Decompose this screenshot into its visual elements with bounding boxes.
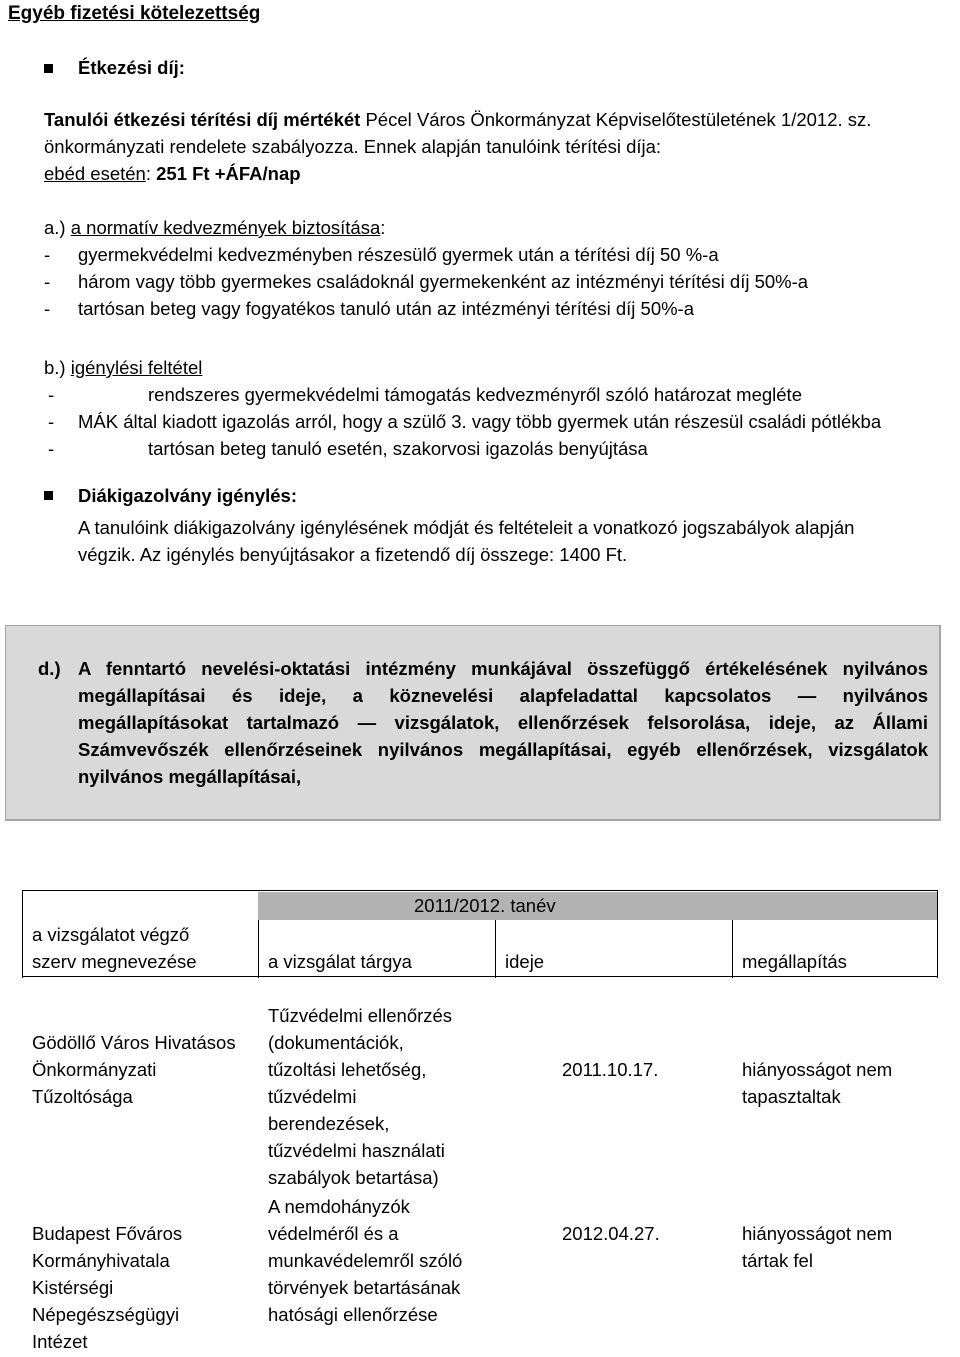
table-border-right [937, 890, 938, 978]
cell-line: tártak fel [742, 1250, 813, 1271]
cell-line: Kormányhivatala [32, 1250, 170, 1271]
list-item-text: MÁK által kiadott igazolás arról, hogy a szülő 3. vagy több gyermek után részesül családi pótlékba [78, 411, 882, 432]
table-border-left [22, 890, 23, 978]
header-szerv-line: szerv megnevezése [32, 951, 197, 972]
cell-line: Budapest Főváros [32, 1223, 183, 1244]
list-item: - gyermekvédelmi kedvezményben részesülő gyermek után a térítési díj 50 %-a [44, 241, 934, 268]
cell-line: hiányosságot nem [742, 1223, 893, 1244]
cell-line: Intézet [32, 1331, 88, 1352]
diak-line-1: A tanulóink diákigazolvány igénylésének módját és feltételeit a vonatkozó jogszabályok alapján [78, 517, 855, 538]
list-item: - három vagy több gyermekes családoknál gyermekenként az intézményi térítési díj 50%-a [44, 268, 934, 295]
cell-line: Népegészségügyi [32, 1304, 180, 1325]
section-b-title: igénylési feltétel [70, 357, 203, 378]
cell-line: (dokumentációk, [268, 1032, 404, 1053]
cell-line: Gödöllő Város Hivatásos [32, 1032, 236, 1053]
row2-ideje: 2012.04.27. [562, 1223, 660, 1244]
table-border-col [495, 920, 496, 978]
cell-line: hatósági ellenőrzése [268, 1304, 438, 1325]
list-item-text: tartósan beteg vagy fogyatékos tanuló után az intézményi térítési díj 50%-a [78, 298, 695, 319]
cell-line: tűzoltási lehetőség, [268, 1059, 427, 1080]
section-d-line: nyilvános megállapításai, [78, 766, 302, 787]
cell-line: szabályok betartása) [268, 1167, 439, 1188]
cell-line: berendezések, [268, 1113, 390, 1134]
list-item: - MÁK által kiadott igazolás arról, hogy a szülő 3. vagy több gyermek után részesül családi pótlékba [44, 408, 934, 435]
section-d-line: megállapításokat tartalmazó — vizsgálatok, ellenőrzések felsorolása, ideje, az Állami [78, 712, 928, 733]
square-bullet-icon [44, 491, 53, 500]
section-d-line: megállapításai és ideje, a köznevelési alapfeladattal kapcsolatos — nyilvános [78, 685, 928, 706]
diak-line-2: végzik. Az igénylés benyújtásakor a fizetendő díj összege: 1400 Ft. [78, 544, 628, 565]
header-szerv [32, 921, 197, 975]
section-a-prefix: a.) [44, 217, 71, 238]
list-item-text: három vagy több gyermekes családoknál gyermekenként az intézményi térítési díj 50%-a [78, 271, 809, 292]
ebed-price: 251 Ft +ÁFA/nap [156, 163, 301, 184]
table-border-col [258, 920, 259, 978]
row2-targy [268, 1193, 462, 1328]
section-d-line: Számvevőszék ellenőrzéseinek nyilvános megállapításai, egyéb ellenőrzések, vizsgálatok [78, 739, 928, 760]
section-b [44, 354, 934, 462]
list-item: - tartósan beteg tanuló esetén, szakorvosi igazolás benyújtása [44, 435, 934, 462]
header-megallapitas: megállapítás [742, 951, 847, 972]
row1-megallapitas [742, 1056, 892, 1110]
table-border-col [732, 920, 733, 978]
section-a-title: a normatív kedvezmények biztosítása [70, 217, 381, 238]
diakigazolvany-title: Diákigazolvány igénylés: [78, 485, 298, 506]
section-a [44, 214, 934, 322]
cell-line: Kistérségi [32, 1277, 114, 1298]
page-heading: Egyéb fizetési kötelezettség [8, 3, 261, 24]
ebed-label: ebéd esetén [44, 163, 146, 184]
year-header: 2011/2012. tanév [414, 895, 556, 916]
list-item: - tartósan beteg vagy fogyatékos tanuló után az intézményi térítési díj 50%-a [44, 295, 934, 322]
cell-line: védelméről és a [268, 1223, 399, 1244]
cell-line: Tűzvédelmi ellenőrzés [268, 1005, 453, 1026]
etkezesi-dij-title: Étkezési díj: [78, 57, 185, 78]
cell-line: tűzvédelmi használati [268, 1140, 445, 1161]
row1-ideje: 2011.10.17. [562, 1059, 659, 1080]
cell-line: hiányosságot nem [742, 1059, 893, 1080]
table-border-header [22, 976, 938, 977]
list-item-text: tartósan beteg tanuló esetén, szakorvosi igazolás benyújtása [148, 438, 648, 459]
header-szerv-line: a vizsgálatot végző [32, 924, 190, 945]
cell-line: A nemdohányzók [268, 1196, 410, 1217]
diakigazolvany-paragraph [78, 514, 908, 568]
row2-megallapitas [742, 1220, 892, 1274]
section-b-prefix: b.) [44, 357, 71, 378]
rule-bold-text: Tanulói étkezési térítési díj mértékét [44, 109, 361, 130]
list-item-text: gyermekvédelmi kedvezményben részesülő gyermek után a térítési díj 50 %-a [78, 244, 719, 265]
header-targy: a vizsgálat tárgya [268, 951, 412, 972]
row1-szerv [32, 1029, 236, 1110]
cell-line: Tűzoltósága [32, 1086, 133, 1107]
row2-szerv [32, 1220, 182, 1355]
rule-text-1: Pécel Város Önkormányzat Képviselőtestületének 1/2012. sz. [360, 109, 872, 130]
list-item-text: rendszeres gyermekvédelmi támogatás kedvezményről szóló határozat megléte [148, 384, 802, 405]
ebed-colon: : [145, 163, 157, 184]
section-d-line: A fenntartó nevelési-oktatási intézmény munkájával összefüggő értékelésének nyilvános [78, 658, 928, 679]
cell-line: tűzvédelmi [268, 1086, 357, 1107]
year-header-bar [258, 892, 937, 920]
cell-line: törvények betartásának [268, 1277, 461, 1298]
section-a-colon: : [380, 217, 386, 238]
header-ideje: ideje [505, 951, 545, 972]
list-item: - rendszeres gyermekvédelmi támogatás kedvezményről szóló határozat megléte [44, 381, 934, 408]
cell-line: tapasztaltak [742, 1086, 841, 1107]
etkezesi-rule-paragraph [44, 106, 924, 187]
section-d-text [78, 655, 928, 790]
table-border-top [22, 890, 938, 891]
square-bullet-icon [44, 64, 53, 73]
cell-line: Önkormányzati [32, 1059, 157, 1080]
rule-text-2: önkormányzati rendelete szabályozza. Ennek alapján tanulóink térítési díja: [44, 136, 662, 157]
cell-line: munkavédelemről szóló [268, 1250, 463, 1271]
row1-targy [268, 1002, 452, 1191]
section-d-label: d.) [38, 658, 61, 679]
